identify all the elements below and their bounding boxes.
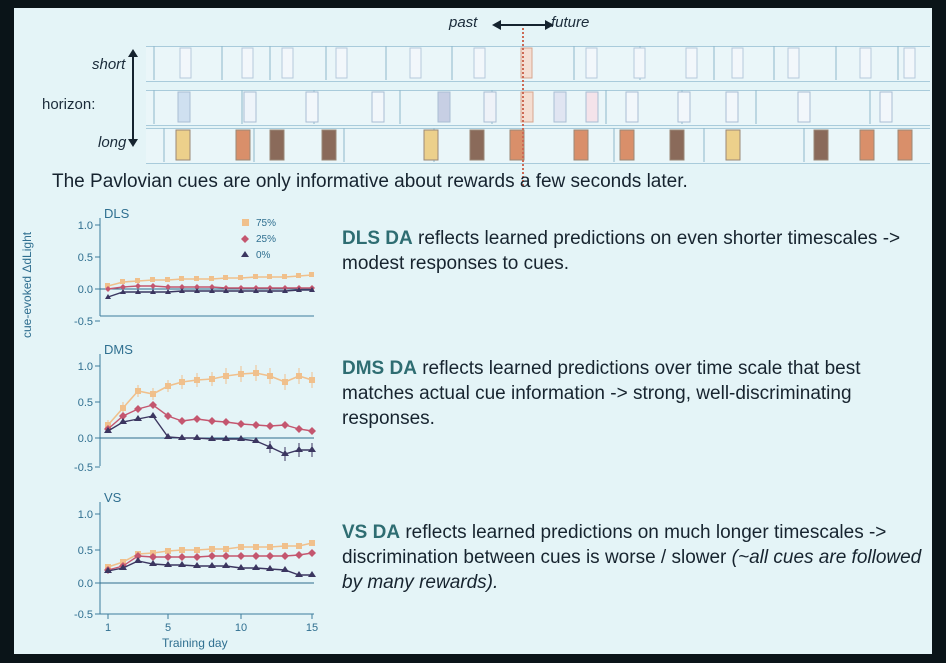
svg-text:-0.5: -0.5 (74, 316, 93, 328)
svg-text:1.0: 1.0 (77, 509, 93, 521)
svg-text:-0.5: -0.5 (74, 462, 93, 474)
now-marker-line (522, 28, 524, 186)
svg-text:0.0: 0.0 (77, 578, 93, 590)
chart-panel-vs (50, 488, 332, 648)
svg-text:0.5: 0.5 (77, 252, 93, 264)
text-vs-body: reflects learned predictions on much longer timescales -> discrimination between cues is worse / slower (342, 522, 887, 569)
svg-text:15: 15 (305, 622, 319, 634)
svg-text:1: 1 (104, 622, 112, 634)
chart-svg-vs (50, 488, 332, 648)
text-dms (342, 356, 927, 431)
panel-title-dms: DMS (104, 342, 133, 357)
panel-title-dls: DLS (104, 206, 130, 221)
y-axis-label: cue-evoked ΔdLight (20, 231, 34, 338)
svg-text:1.0: 1.0 (77, 220, 93, 232)
svg-text:-0.5: -0.5 (74, 609, 93, 621)
text-dls (342, 226, 927, 276)
chart-svg-dms (50, 340, 332, 488)
cue-raster-diagram (14, 8, 932, 168)
text-vs-italic: (~all cues are followed by many rewards). (342, 547, 922, 594)
svg-text:0.0: 0.0 (77, 433, 93, 445)
row-label-long: long (98, 134, 127, 151)
chart-panel-dls (50, 204, 332, 340)
text-dms-lead: DMS DA (342, 358, 417, 379)
text-dms-body: reflects learned predictions over time scale that best matches actual cue information -> strong, well-discriminating responses. (342, 358, 861, 430)
text-vs-lead: VS DA (342, 522, 401, 543)
row-label-short: short (92, 56, 126, 73)
text-dls-body: reflects learned predictions on even shorter timescales -> modest responses to cues. (342, 228, 901, 275)
svg-text:0.0: 0.0 (77, 284, 93, 296)
svg-text:75%: 75% (256, 218, 277, 229)
slide (14, 8, 932, 654)
text-dls-lead: DLS DA (342, 228, 413, 249)
chart-svg-dls (50, 204, 332, 340)
horizon-label: horizon: (42, 96, 96, 113)
raster-cues (14, 8, 932, 168)
slide-caption: The Pavlovian cues are only informative about rewards a few seconds later. (52, 171, 688, 192)
svg-text:0%: 0% (256, 250, 271, 261)
chart-panel-dms (50, 340, 332, 488)
svg-text:0.5: 0.5 (77, 397, 93, 409)
svg-text:5: 5 (164, 622, 172, 634)
panel-title-vs: VS (104, 490, 122, 505)
svg-text:10: 10 (234, 622, 248, 634)
future-label: future (551, 14, 590, 31)
svg-text:1.0: 1.0 (77, 361, 93, 373)
svg-text:25%: 25% (256, 234, 277, 245)
text-vs (342, 520, 927, 595)
x-axis-label: Training day (162, 636, 228, 650)
past-label: past (449, 14, 478, 31)
svg-text:0.5: 0.5 (77, 545, 93, 557)
